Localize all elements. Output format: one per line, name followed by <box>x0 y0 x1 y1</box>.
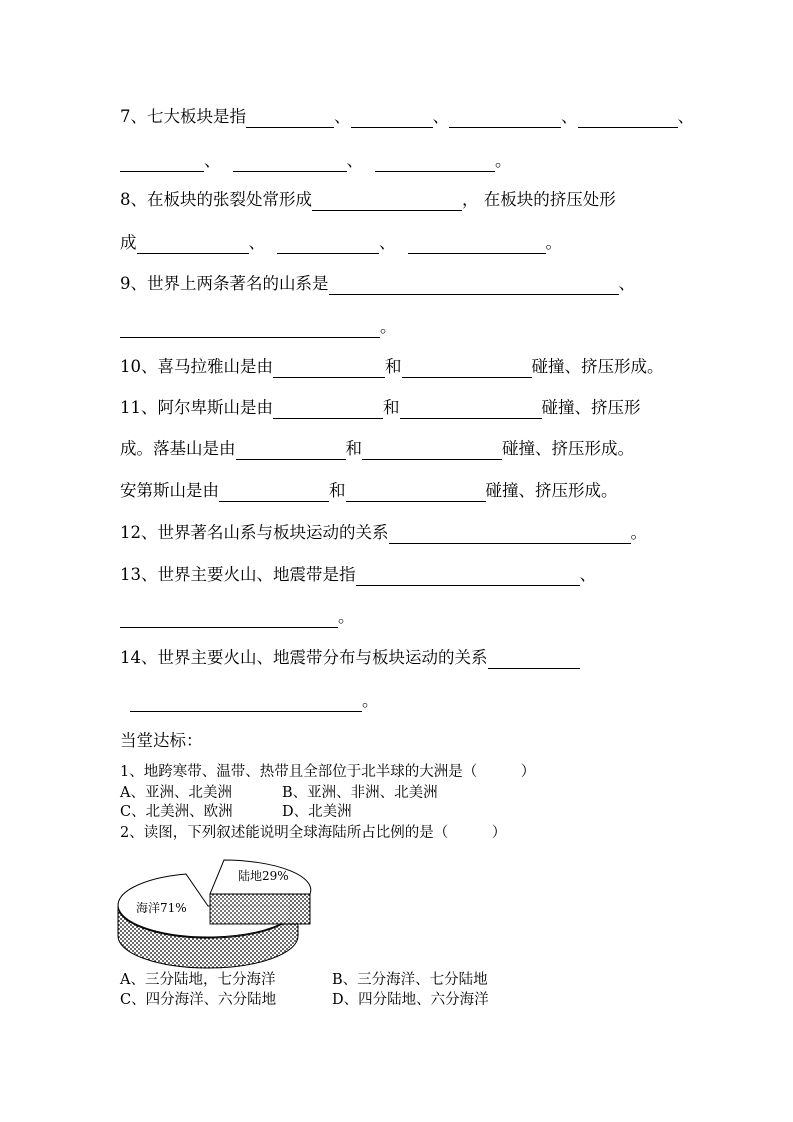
q9-blank-1[interactable] <box>329 276 619 295</box>
q10-line: 10、喜马拉雅山是由 和 碰撞、挤压形成。 <box>120 357 664 376</box>
q10-blank-2[interactable] <box>402 359 532 378</box>
q8-blank-4[interactable] <box>408 235 546 254</box>
q13-line2: 。 <box>120 606 355 628</box>
practice-q1-option-a[interactable]: A、亚洲、北美洲 <box>120 785 232 801</box>
q7-blank-5[interactable] <box>120 153 204 172</box>
q7-blank-3[interactable] <box>449 109 561 128</box>
practice-q2-options-row2 <box>120 990 489 1010</box>
q7-text: 7、七大板块是指 <box>120 107 246 126</box>
q7-blank-7[interactable] <box>375 153 495 172</box>
q8-line2: 成 、 、 。 <box>120 233 562 252</box>
practice-q2-options-row1 <box>120 970 488 990</box>
q11-blank-4[interactable] <box>362 441 502 460</box>
q11-line1: 11、阿尔卑斯山是由 和 碰撞、挤压形 <box>120 398 641 417</box>
practice-q2-option-d[interactable]: D、四分陆地、六分海洋 <box>332 992 489 1008</box>
ocean-land-pie-chart <box>116 858 326 976</box>
practice-q1-options-row1 <box>120 783 438 803</box>
q12-line: 12、世界著名山系与板块运动的关系 。 <box>120 523 647 542</box>
q14-blank-1[interactable] <box>488 650 580 669</box>
q8-blank-1[interactable] <box>312 192 462 211</box>
practice-q1-options-row2 <box>120 802 352 822</box>
q7-blank-6[interactable] <box>233 153 347 172</box>
practice-heading: 当堂达标： <box>120 731 203 750</box>
practice-q1-stem: 1、地跨寒带、温带、热带且全部位于北半球的大洲是（ ） <box>120 764 536 780</box>
q11-line2: 成。落基山是由 和 碰撞、挤压形成。 <box>120 439 634 458</box>
q11-blank-2[interactable] <box>400 400 542 419</box>
q11-blank-6[interactable] <box>346 483 486 502</box>
q9-line2: 。 <box>120 316 397 338</box>
practice-q2-option-b[interactable]: B、三分海洋、七分陆地 <box>332 972 488 988</box>
pie-label-land: 陆地29% <box>238 869 289 883</box>
q10-blank-1[interactable] <box>273 359 385 378</box>
q13-line1: 13、世界主要火山、地震带是指 、 <box>120 565 596 584</box>
q9-line1: 9、世界上两条著名的山系是 、 <box>120 274 635 293</box>
q8-blank-2[interactable] <box>137 235 249 254</box>
q7-line2: 、 、 。 <box>120 150 512 172</box>
q14-line1: 14、世界主要火山、地震带分布与板块运动的关系 <box>120 647 580 669</box>
practice-q2-option-a[interactable]: A、三分陆地，七分海洋 <box>120 972 276 988</box>
practice-q2-stem: 2、读图，下列叙述能说明全球海陆所占比例的是（ ） <box>120 825 507 841</box>
practice-q1-option-c[interactable]: C、北美洲、欧洲 <box>120 804 233 820</box>
q11-blank-3[interactable] <box>236 441 346 460</box>
q13-blank-1[interactable] <box>356 567 580 586</box>
practice-q1-option-d[interactable]: D、北美洲 <box>282 804 352 820</box>
q14-blank-2[interactable] <box>130 693 362 712</box>
q11-blank-1[interactable] <box>273 400 383 419</box>
q7-blank-2[interactable] <box>351 109 433 128</box>
q13-blank-2[interactable] <box>120 609 338 628</box>
q7-line1: 7、七大板块是指 、 、 、 、 <box>120 107 694 126</box>
q12-blank-1[interactable] <box>389 525 631 544</box>
pie-slice-land-front <box>210 894 310 924</box>
q8-blank-3[interactable] <box>277 235 379 254</box>
practice-q1-option-b[interactable]: B、亚洲、非洲、北美洲 <box>282 785 438 801</box>
q8-line1: 8、在板块的张裂处常形成 ， 在板块的挤压处形 <box>120 190 616 209</box>
q7-blank-4[interactable] <box>578 109 678 128</box>
q7-blank-1[interactable] <box>246 109 334 128</box>
practice-q2-option-c[interactable]: C、四分海洋、六分陆地 <box>120 992 277 1008</box>
q14-line2: 。 <box>120 690 379 712</box>
pie-label-ocean: 海洋71% <box>136 901 187 915</box>
q11-blank-5[interactable] <box>219 483 329 502</box>
q11-line3: 安第斯山是由 和 碰撞、挤压形成。 <box>120 481 618 500</box>
q9-blank-2[interactable] <box>120 319 380 338</box>
